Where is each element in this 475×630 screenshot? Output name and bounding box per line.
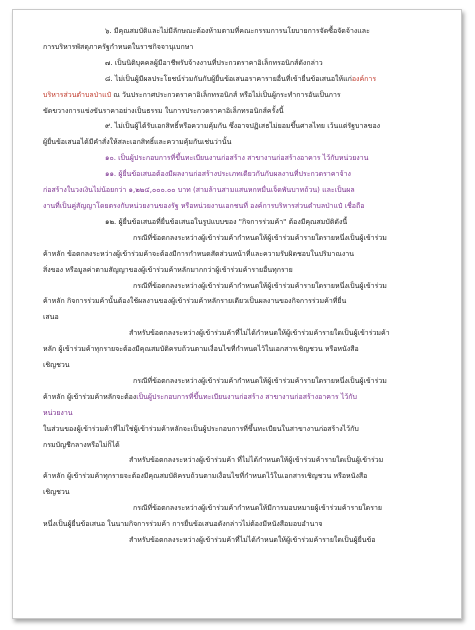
text-line: ในส่วนของผู้เข้าร่วมค้าที่ไม่ใช่ผู้เข้าร่วมค้าหลักจะเป็นผู้ประกอบการที่ขึ้นทะเบียนในสาขางานก่อสร้างไว้กับ	[43, 424, 359, 433]
text-line: สำหรับข้อตกลงระหว่างผู้เข้าร่วมค้าที่ไม่ได้กำหนดให้ผู้เข้าร่วมค้ารายใดเป็นผู้เข้าร่วมค้า	[129, 329, 390, 338]
text-line: ค้าหลัก กิจการร่วมค้านั้นต้องใช้ผลงานของผู้เข้าร่วมค้าหลักรายเดียวเป็นผลงานของกิจการร่วมค้าที่ยื่น	[43, 297, 347, 306]
text-line: ก่อสร้างในวงเงินไม่น้อยกว่า ๑,๒๒๔,๐๐๐.๐๐ บาท (สามล้านสามแสนหกหมื่นเจ็ดพันบาทถ้วน) และเป็นผล	[43, 186, 355, 195]
text-line: ๘. ไม่เป็นผู้มีผลประโยชน์ร่วมกันกับผู้ยื่นข้อเสนอราคารายอื่นที่เข้ายื่นข้อเสนอให้แก่องค์การ	[105, 74, 377, 83]
text-line: สำหรับข้อตกลงระหว่างผู้เข้าร่วมค้าที่ไม่ได้กำหนดให้ผู้เข้าร่วมค้ารายใดเป็นผู้ยื่นข้อ	[129, 536, 376, 544]
document-body	[13, 10, 461, 618]
text-line: กรณีที่ข้อตกลงระหว่างผู้เข้าร่วมค้ากำหนดให้มีการมอบหมายผู้เข้าร่วมค้ารายใดราย	[133, 504, 383, 513]
document-page	[12, 9, 462, 619]
text-line: ๑๑. ผู้ยื่นข้อเสนอต้องมีผลงานก่อสร้างประเภทเดียวกันกับผลงานที่ประกวดราคาจ้าง	[105, 170, 351, 179]
text-line: ๗. เป็นนิติบุคคลผู้มีอาชีพรับจ้างงานที่ประกวดราคาอิเล็กทรอนิกส์ดังกล่าว	[105, 58, 323, 67]
highlighted-text: เป็นผู้ประกอบการที่ขึ้นทะเบียนงานก่อสร้าง สาขางานก่อสร้างอาคาร ไว้กับ	[136, 392, 357, 401]
text-line: เชิญชวน	[43, 361, 70, 370]
text-line: สิ่งของ หรือมูลค่าตามสัญญาของผู้เข้าร่วมค้าหลักมากกว่าผู้เข้าร่วมค้ารายอื่นทุกราย	[43, 265, 293, 274]
text-line: หนึ่งเป็นผู้ยื่นข้อเสนอ ในนามกิจการร่วมค้า การยื่นข้อเสนอดังกล่าวไม่ต้องมีหนังสือมอบอำนาจ	[43, 520, 323, 529]
text-line: การบริหารพัสดุภาครัฐกำหนดในราชกิจจานุเบกษา	[43, 42, 194, 51]
text-line: ผู้ยื่นข้อเสนอได้มีคำสั่งให้สละเอกสิทธิ์และความคุ้มกันเช่นว่านั้น	[43, 138, 232, 147]
text-line: ค้าหลัก ผู้เข้าร่วมค้าทุกรายจะต้องมีคุณสมบัติครบถ้วนตามเงื่อนไขที่กำหนดไว้ในเอกสารเชิญชวน หรือหนังสือ	[43, 472, 368, 481]
text-line: เชิญชวน	[43, 488, 70, 497]
highlighted-text: องค์การ	[351, 74, 377, 83]
text-line: ค้าหลัก ผู้เข้าร่วมค้าหลักจะต้องเป็นผู้ประกอบการที่ขึ้นทะเบียนงานก่อสร้าง สาขางานก่อสร้างอาคาร ไว้กับ	[43, 392, 357, 401]
text-line: ค้าหลัก ข้อตกลงระหว่างผู้เข้าร่วมค้าจะต้องมีการกำหนดสัดส่วนหน้าที่และความรับผิดชอบในปริมาณงาน	[43, 249, 354, 258]
text-line: สำหรับข้อตกลงระหว่างผู้เข้าร่วมค้า ที่ไม่ได้กำหนดให้ผู้เข้าร่วมค้ารายใดเป็นผู้เข้าร่วม	[129, 456, 384, 465]
text-line: งานที่เป็นคู่สัญญาโดยตรงกับหน่วยงานของรัฐ หรือหน่วยงานเอกชนที่ องค์การบริหารส่วนตำบลป่าแป๋ เชื่อถือ	[43, 201, 365, 210]
text-line: กรมบัญชีกลางหรือไม่ก็ได้	[43, 440, 120, 449]
text-line: เสนอ	[43, 313, 59, 322]
text-line: กรณีที่ข้อตกลงระหว่างผู้เข้าร่วมค้ากำหนดให้ผู้เข้าร่วมค้ารายใดรายหนึ่งเป็นผู้เข้าร่วม	[133, 233, 387, 242]
text-line: ๙. ไม่เป็นผู้ได้รับเอกสิทธิ์หรือความคุ้มกัน ซึ่งอาจปฏิเสธไม่ยอมขึ้นศาลไทย เว้นแต่รัฐบาลของ	[105, 122, 381, 131]
text-line: หลัก ผู้เข้าร่วมค้าทุกรายจะต้องมีคุณสมบัติครบถ้วนตามเงื่อนไขที่กำหนดไว้ในเอกสารเชิญชวน หรือหนังสือ	[43, 345, 359, 354]
highlighted-text: บริหารส่วนตำบลป่าแป๋	[43, 90, 112, 99]
text-line: กรณีที่ข้อตกลงระหว่างผู้เข้าร่วมค้ากำหนดให้ผู้เข้าร่วมค้ารายใดรายหนึ่งเป็นผู้เข้าร่วม	[133, 376, 387, 385]
text-line: ขัดขวางการแข่งขันราคาอย่างเป็นธรรม ในการประกวดราคาอิเล็กทรอนิกส์ครั้งนี้	[43, 106, 284, 115]
text-line: บริหารส่วนตำบลป่าแป๋ ณ วันประกาศประกวดราคาอิเล็กทรอนิกส์ หรือไม่เป็นผู้กระทำการอันเป็นการ	[43, 90, 341, 99]
text-line: หน่วยงาน	[43, 408, 73, 417]
text-line: ๑๒. ผู้ยื่นข้อเสนอที่ยื่นข้อเสนอในรูปแบบของ "กิจการร่วมค้า" ต้องมีคุณสมบัติดังนี้	[105, 217, 348, 226]
text-line: กรณีที่ข้อตกลงระหว่างผู้เข้าร่วมค้ากำหนดให้ผู้เข้าร่วมค้ารายใดรายหนึ่งเป็นผู้เข้าร่วม	[133, 281, 387, 290]
text-line: ๑๐. เป็นผู้ประกอบการที่ขึ้นทะเบียนงานก่อสร้าง สาขางานก่อสร้างอาคาร ไว้กับหน่วยงาน	[105, 154, 369, 163]
text-line: ๖. มีคุณสมบัติและไม่มีลักษณะต้องห้ามตามที่คณะกรรมการนโยบายการจัดซื้อจัดจ้างและ	[105, 27, 370, 35]
